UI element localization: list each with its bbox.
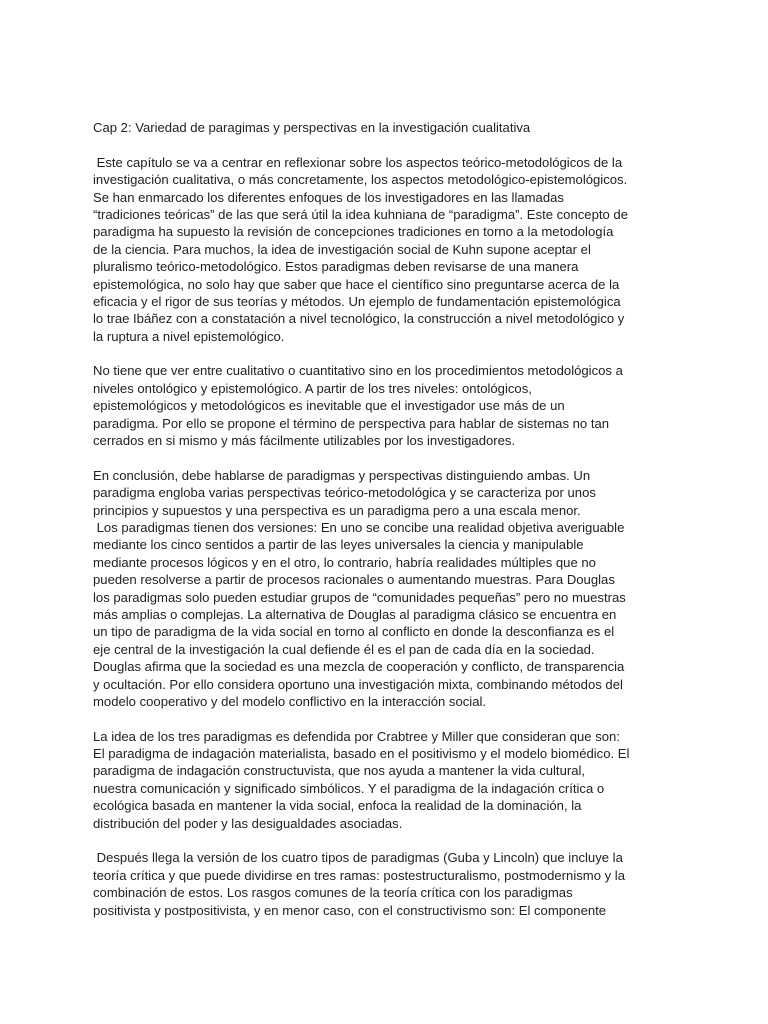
text-line: cerrados en si mismo y más fácilmente utilizables por los investigadores. [93, 433, 516, 449]
paragraph-gap [93, 449, 683, 466]
document-title: Cap 2: Variedad de paragimas y perspectivas en la investigación cualitativa [93, 120, 531, 135]
text-line: mediante los cinco sentidos a partir de las leyes universales la ciencia y manipulable [93, 537, 584, 553]
text-line: El paradigma de indagación materialista, basado en el positivismo y el modelo biomédico. El [93, 746, 630, 762]
text-line: de la ciencia. Para muchos, la idea de investigación social de Kuhn supone aceptar el [93, 241, 591, 257]
text-line: eficacia y el rigor de sus teorías y métodos. Un ejemplo de fundamentación epistemológica [93, 293, 621, 309]
text-line: los paradigmas solo pueden estudiar grupos de “comunidades pequeñas” pero no muestras [93, 589, 626, 605]
text-line: ecológica basada en mantener la vida social, enfoca la realidad de la dominación, la [93, 798, 582, 814]
text-line: “tradiciones teóricas” de las que será útil la idea kuhniana de “paradigma”. Este concepto de [93, 206, 628, 222]
text-line: investigación cualitativa, o más concretamente, los aspectos metodológico-epistemológicos. [93, 172, 628, 188]
text-line: combinación de estos. Los rasgos comunes de la teoría crítica con los paradigmas [93, 885, 573, 901]
text-line: No tiene que ver entre cualitativo o cuantitativo sino en los procedimientos metodológicos a [93, 363, 623, 379]
text-line: teoría crítica y que puede dividirse en tres ramas: postestructuralismo, postmodernismo y la [93, 867, 625, 883]
text-line: paradigma. Por ello se propone el término de perspectiva para hablar de sistemas no tan [93, 415, 610, 431]
text-line: pluralismo teórico-metodológico. Estos paradigmas deben revisarse de una manera [93, 259, 579, 275]
text-line: Después llega la versión de los cuatro tipos de paradigmas (Guba y Lincoln) que incluye la [93, 850, 623, 866]
text-line: paradigma engloba varias perspectivas teórico-metodológica y se caracteriza por unos [93, 485, 596, 501]
paragraph-gap [93, 136, 683, 153]
text-line: lo trae Ibáñez con a constatación a nivel tecnológico, la construcción a nivel metodológico y [93, 311, 625, 327]
text-line: epistemológica, no solo hay que saber que hace el científico sino preguntarse acerca de la [93, 276, 620, 292]
paragraph [93, 849, 683, 919]
paragraph [93, 467, 683, 710]
text-line: La idea de los tres paradigmas es defendida por Crabtree y Miller que consideran que son: [93, 728, 620, 744]
paragraph [93, 728, 683, 832]
text-line: Este capítulo se va a centrar en reflexionar sobre los aspectos teórico-metodológicos de la [93, 154, 623, 170]
text-line: distribución del poder y las desigualdades asociadas. [93, 815, 403, 831]
text-line: paradigma ha supuesto la revisión de concepciones tradiciones en torno a la metodología [93, 224, 614, 240]
text-line: epistemológicos y metodológicos es inevitable que el investigador use más de un [93, 398, 565, 414]
text-line: Los paradigmas tienen dos versiones: En uno se concibe una realidad objetiva averiguable [93, 519, 625, 535]
document-body [93, 119, 683, 919]
paragraph-gap [93, 710, 683, 727]
text-line: nuestra comunicación y significado simbólicos. Y el paradigma de la indagación crítica o [93, 780, 605, 796]
text-line: un tipo de paradigma de la vida social en torno al conflicto en donde la desconfianza es el [93, 624, 615, 640]
paragraph-gap [93, 345, 683, 362]
text-line: mediante procesos lógicos y en el otro, lo contrario, habría realidades múltiples que no [93, 554, 596, 570]
text-line: modelo cooperativo y del modelo conflictivo en la interacción social. [93, 693, 487, 709]
text-line: pueden resolverse a partir de procesos racionales o aumentando muestras. Para Douglas [93, 572, 615, 588]
text-line: y ocultación. Por ello considera oportuno una investigación mixta, combinando métodos del [93, 676, 623, 692]
paragraph [93, 154, 683, 345]
text-line: más amplias o complejas. La alternativa de Douglas al paradigma clásico se encuentra en [93, 606, 617, 622]
text-line: eje central de la investigación la cual defiende él es el pan de cada día en la sociedad. [93, 641, 595, 657]
text-line: positivista y postpositivista, y en menor caso, con el constructivismo son: El componente [93, 902, 607, 918]
paragraph-gap [93, 832, 683, 849]
text-line: la ruptura a nivel epistemológico. [93, 328, 285, 344]
paragraph [93, 362, 683, 449]
text-line: principios y supuestos y una perspectiva es un paradigma pero a una escala menor. [93, 502, 581, 518]
text-line: paradigma de indagación constructuvista, que nos ayuda a mantener la vida cultural, [93, 763, 586, 779]
text-line: En conclusión, debe hablarse de paradigmas y perspectivas distinguiendo ambas. Un [93, 467, 591, 483]
text-line: Douglas afirma que la sociedad es una mezcla de cooperación y conflicto, de transparencia [93, 659, 625, 675]
text-line: niveles ontológico y epistemológico. A partir de los tres niveles: ontológicos, [93, 380, 532, 396]
text-line: Se han enmarcado los diferentes enfoques de los investigadores en las llamadas [93, 189, 564, 205]
paragraph-list [93, 154, 683, 919]
